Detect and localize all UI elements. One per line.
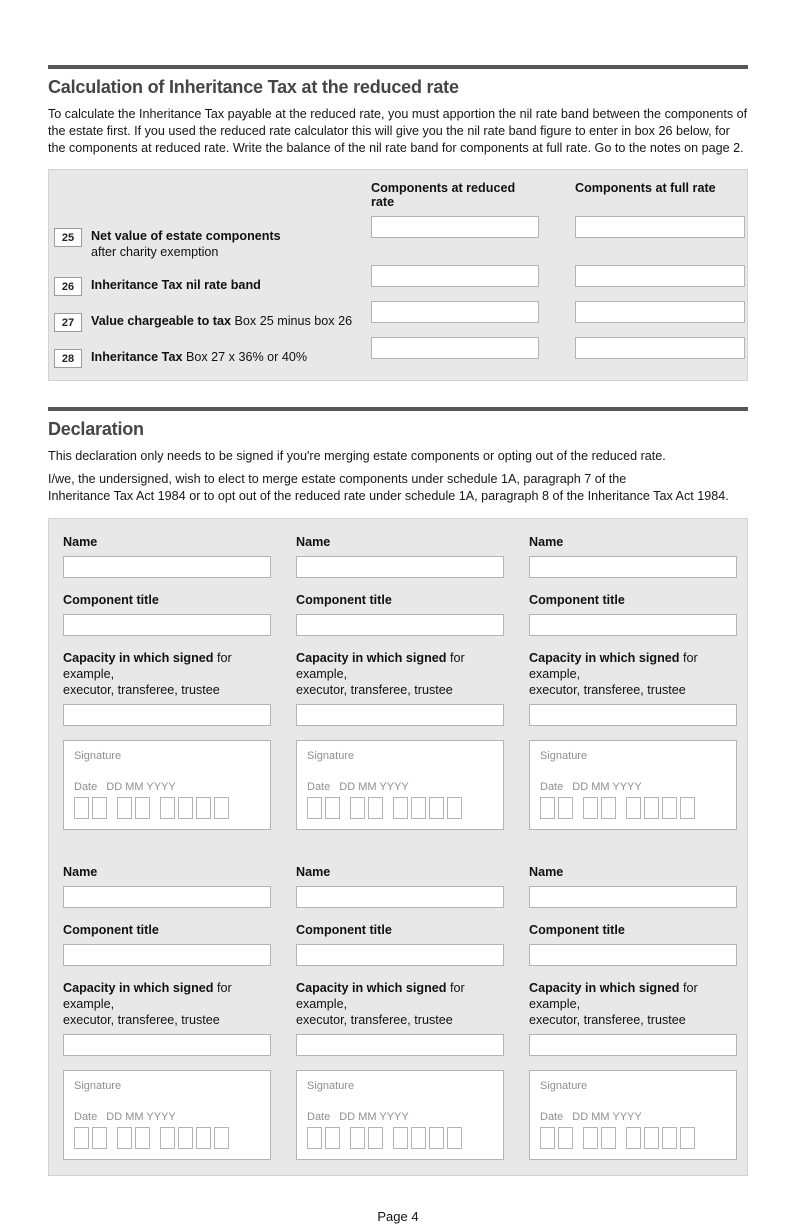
signature-block [63, 532, 271, 830]
declaration-section-title: Declaration [48, 419, 144, 439]
signature-area[interactable] [63, 1070, 271, 1160]
date-yyyy-box-3[interactable] [429, 797, 444, 819]
signature-area[interactable] [529, 1070, 737, 1160]
declaration-grid [63, 532, 733, 1160]
calc-intro-text: To calculate the Inheritance Tax payable at the reduced rate, you must apportion the nil rate band between the components of the estate first. If you used the reduced rate calculator this will give you the nil rate band figure to enter in box 26 below, for the components at reduced rate. Write the balance of the nil rate band for components at full rate. Go to the notes on page 2. [48, 107, 748, 155]
date-yyyy-box-2[interactable] [411, 797, 426, 819]
calc-table-panel [48, 169, 748, 381]
name-input[interactable] [63, 886, 271, 908]
box-28-label: Inheritance Tax Box 27 x 36% or 40% [91, 350, 308, 364]
date-yyyy-box-3[interactable] [196, 1127, 211, 1149]
calc-row-25 [54, 216, 740, 260]
signature-label: Signature [540, 1080, 588, 1092]
date-yyyy-box-4[interactable] [680, 1127, 695, 1149]
name-label: Name [529, 535, 564, 549]
date-label: Date DD MM YYYY [540, 781, 642, 793]
date-label: Date DD MM YYYY [307, 781, 409, 793]
date-dd-box-1[interactable] [540, 797, 555, 819]
date-yyyy-box-1[interactable] [626, 1127, 641, 1149]
date-mm-box-2[interactable] [368, 797, 383, 819]
date-label: Date DD MM YYYY [307, 1111, 409, 1123]
capacity-input[interactable] [529, 1034, 737, 1056]
date-yyyy-box-1[interactable] [393, 1127, 408, 1149]
declaration-section-rule [48, 407, 748, 411]
date-dd-box-2[interactable] [325, 797, 340, 819]
date-label: Date DD MM YYYY [74, 1111, 176, 1123]
box-number-27: 27 [54, 313, 82, 332]
name-label: Name [296, 535, 331, 549]
date-dd-box-2[interactable] [92, 797, 107, 819]
calc-row-26 [54, 265, 740, 296]
box-number-26: 26 [54, 277, 82, 296]
box-26-label: Inheritance Tax nil rate band [91, 278, 261, 292]
capacity-input[interactable] [63, 704, 271, 726]
date-yyyy-box-2[interactable] [178, 1127, 193, 1149]
date-dd-box-2[interactable] [558, 797, 573, 819]
box-number-28: 28 [54, 349, 82, 368]
signature-area[interactable] [529, 740, 737, 830]
box-27-reduced-rate-input[interactable] [371, 301, 539, 323]
col-header-reduced-rate: Components at reduced rate [371, 181, 516, 209]
date-yyyy-box-1[interactable] [160, 1127, 175, 1149]
name-input[interactable] [296, 886, 504, 908]
capacity-label: Capacity in which signed for example, executor, transferee, trustee [296, 981, 465, 1027]
date-label: Date DD MM YYYY [540, 1111, 642, 1123]
page-number: Page 4 [377, 1209, 419, 1224]
date-boxes [540, 797, 726, 819]
date-mm-box-1[interactable] [350, 797, 365, 819]
date-mm-box-2[interactable] [601, 797, 616, 819]
date-dd-box-2[interactable] [92, 1127, 107, 1149]
name-input[interactable] [529, 886, 737, 908]
capacity-input[interactable] [296, 704, 504, 726]
component-title-input[interactable] [63, 944, 271, 966]
date-mm-box-2[interactable] [135, 797, 150, 819]
capacity-input[interactable] [63, 1034, 271, 1056]
signature-block [529, 532, 737, 830]
date-mm-box-1[interactable] [583, 797, 598, 819]
name-label: Name [63, 535, 98, 549]
date-label: Date DD MM YYYY [74, 781, 176, 793]
date-boxes [307, 1127, 493, 1149]
date-dd-box-2[interactable] [325, 1127, 340, 1149]
component-title-label: Component title [296, 593, 392, 607]
calc-table-header-row [54, 179, 740, 209]
date-boxes [307, 797, 493, 819]
signature-block [296, 532, 504, 830]
date-yyyy-box-2[interactable] [411, 1127, 426, 1149]
date-dd-box-1[interactable] [307, 1127, 322, 1149]
date-mm-box-1[interactable] [350, 1127, 365, 1149]
date-yyyy-box-1[interactable] [626, 797, 641, 819]
calc-row-28 [54, 337, 740, 368]
box-27-full-rate-input[interactable] [575, 301, 745, 323]
box-28-reduced-rate-input[interactable] [371, 337, 539, 359]
signature-block [63, 862, 271, 1160]
component-title-input[interactable] [529, 614, 737, 636]
signature-block [296, 862, 504, 1160]
date-yyyy-box-1[interactable] [160, 797, 175, 819]
date-dd-box-1[interactable] [540, 1127, 555, 1149]
component-title-label: Component title [529, 923, 625, 937]
capacity-label: Capacity in which signed for example, executor, transferee, trustee [63, 981, 232, 1027]
box-27-label: Value chargeable to tax Box 25 minus box 26 [91, 314, 353, 328]
date-yyyy-box-1[interactable] [393, 797, 408, 819]
date-mm-box-1[interactable] [117, 797, 132, 819]
signature-label: Signature [74, 750, 122, 762]
component-title-label: Component title [63, 923, 159, 937]
date-yyyy-box-3[interactable] [662, 1127, 677, 1149]
signature-label: Signature [540, 750, 588, 762]
date-dd-box-2[interactable] [558, 1127, 573, 1149]
date-boxes [74, 797, 260, 819]
capacity-label: Capacity in which signed for example, executor, transferee, trustee [63, 651, 232, 697]
component-title-input[interactable] [296, 944, 504, 966]
name-input[interactable] [529, 556, 737, 578]
date-yyyy-box-3[interactable] [429, 1127, 444, 1149]
name-input[interactable] [296, 556, 504, 578]
date-mm-box-2[interactable] [135, 1127, 150, 1149]
date-yyyy-box-4[interactable] [214, 1127, 229, 1149]
calc-section-title: Calculation of Inheritance Tax at the reduced rate [48, 77, 459, 97]
signature-block [529, 862, 737, 1160]
declaration-para1: This declaration only needs to be signed if you're merging estate components or opting out of the reduced rate. [48, 449, 666, 463]
declaration-panel [48, 518, 748, 1176]
date-yyyy-box-3[interactable] [662, 797, 677, 819]
capacity-label: Capacity in which signed for example, executor, transferee, trustee [296, 651, 465, 697]
box-number-25: 25 [54, 228, 82, 247]
date-mm-box-1[interactable] [117, 1127, 132, 1149]
date-yyyy-box-4[interactable] [214, 797, 229, 819]
declaration-para2: I/we, the undersigned, wish to elect to merge estate components under schedule 1A, paragraph 7 of the Inheritance Tax Act 1984 or to opt out of the reduced rate under schedule 1A, paragraph 8 of the Inheritance Tax Act 1984. [48, 472, 729, 503]
date-dd-box-1[interactable] [307, 797, 322, 819]
component-title-label: Component title [63, 593, 159, 607]
component-title-label: Component title [296, 923, 392, 937]
date-boxes [74, 1127, 260, 1149]
date-boxes [540, 1127, 726, 1149]
box-28-full-rate-input[interactable] [575, 337, 745, 359]
capacity-input[interactable] [529, 704, 737, 726]
box-26-reduced-rate-input[interactable] [371, 265, 539, 287]
component-title-input[interactable] [296, 614, 504, 636]
date-yyyy-box-2[interactable] [644, 797, 659, 819]
signature-label: Signature [74, 1080, 122, 1092]
date-yyyy-box-2[interactable] [644, 1127, 659, 1149]
signature-area[interactable] [296, 1070, 504, 1160]
box-25-label: Net value of estate components after charity exemption [91, 229, 281, 259]
date-yyyy-box-4[interactable] [680, 797, 695, 819]
capacity-input[interactable] [296, 1034, 504, 1056]
date-yyyy-box-3[interactable] [196, 797, 211, 819]
date-yyyy-box-4[interactable] [447, 797, 462, 819]
signature-label: Signature [307, 1080, 355, 1092]
date-mm-box-1[interactable] [583, 1127, 598, 1149]
name-label: Name [529, 865, 564, 879]
component-title-input[interactable] [529, 944, 737, 966]
date-dd-box-1[interactable] [74, 1127, 89, 1149]
name-label: Name [296, 865, 331, 879]
component-title-input[interactable] [63, 614, 271, 636]
col-header-full-rate: Components at full rate [575, 181, 716, 195]
signature-label: Signature [307, 750, 355, 762]
signature-area[interactable] [296, 740, 504, 830]
calc-row-27 [54, 301, 740, 332]
component-title-label: Component title [529, 593, 625, 607]
date-yyyy-box-2[interactable] [178, 797, 193, 819]
date-yyyy-box-4[interactable] [447, 1127, 462, 1149]
capacity-label: Capacity in which signed for example, executor, transferee, trustee [529, 981, 698, 1027]
calc-section-rule [48, 65, 748, 69]
box-25-full-rate-input[interactable] [575, 216, 745, 238]
signature-area[interactable] [63, 740, 271, 830]
date-mm-box-2[interactable] [368, 1127, 383, 1149]
box-26-full-rate-input[interactable] [575, 265, 745, 287]
name-input[interactable] [63, 556, 271, 578]
box-25-reduced-rate-input[interactable] [371, 216, 539, 238]
date-dd-box-1[interactable] [74, 797, 89, 819]
name-label: Name [63, 865, 98, 879]
date-mm-box-2[interactable] [601, 1127, 616, 1149]
capacity-label: Capacity in which signed for example, executor, transferee, trustee [529, 651, 698, 697]
